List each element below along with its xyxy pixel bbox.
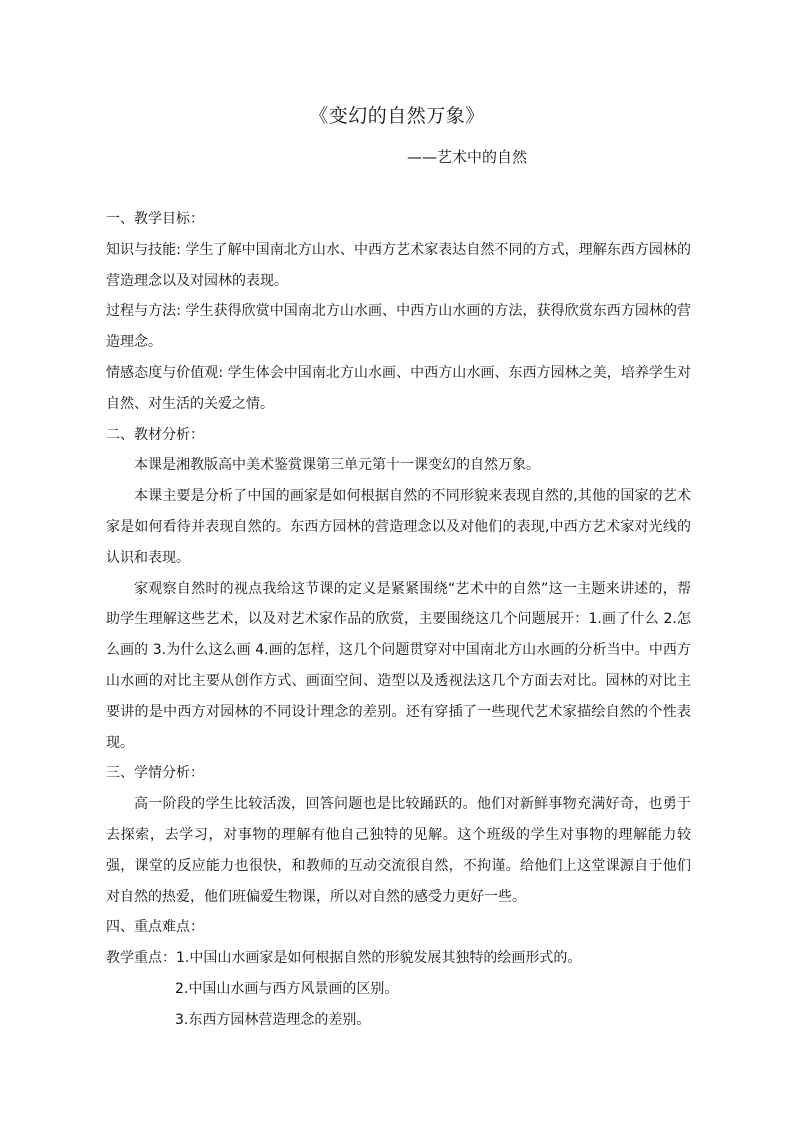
keypoint-1: 教学重点：1.中国山水画家是如何根据自然的形貌发展其独特的绘画形式的。: [106, 950, 582, 967]
material-paragraph-3: 家观察自然时的视点我给这节课的定义是紧紧围绕“艺术中的自然”这一主题来讲述的，帮助学生理解这些艺术，以及对艺术家作品的欣赏，主要围绕这几个问题展开：1.画了什么 2.怎么画的 3.为什么这么画 4.画的怎样，这几个问题贯穿对中国南北方山水画的分析当中。中西方山水画的对比主要从创作方式、画面空间、造型以及透视法这几个方面去对比。园林的对比主要讲的是中西方对园林的不同设计理念的差别。还有穿插了一些现代艺术家描绘自然的个性表现。: [106, 580, 691, 751]
section-heading-students: 三、学情分析：: [106, 765, 204, 782]
keypoint-2: 2.中国山水画与西方风景画的区别。: [175, 980, 399, 997]
material-paragraph-2: 本课主要是分析了中国的画家是如何根据自然的不同形貌来表现自然的,其他的国家的艺术家是如何看待并表现自然的。东西方园林的营造理念以及对他们的表现,中西方艺术家对光线的认识和表现。: [106, 488, 691, 566]
objective-emotion: 情感态度与价值观: 学生体会中国南北方山水画、中西方山水画、东西方园林之美，培养学生对自然、对生活的关爱之情。: [106, 364, 691, 412]
material-paragraph-1: 本课是湘教版高中美术鉴赏课第三单元第十一课变幻的自然万象。: [134, 457, 540, 474]
objective-knowledge: 知识与技能: 学生了解中国南北方山水、中西方艺术家表达自然不同的方式，理解东西方园林的营造理念以及对园林的表现。: [106, 241, 691, 289]
document-subtitle: ——艺术中的自然: [407, 148, 528, 166]
document-title: 《变幻的自然万象》: [309, 105, 485, 127]
document-body: [106, 204, 691, 1036]
section-heading-keypoints: 四、重点难点：: [106, 919, 204, 936]
keypoint-3: 3.东西方园林营造理念的差别。: [175, 1011, 371, 1028]
section-heading-material: 二、教材分析：: [106, 426, 204, 443]
objective-process: 过程与方法: 学生获得欣赏中国南北方山水画、中西方山水画的方法，获得欣赏东西方园林的营造理念。: [106, 303, 691, 351]
students-paragraph: 高一阶段的学生比较活泼，回答问题也是比较踊跃的。他们对新鲜事物充满好奇，也勇于去探索，去学习，对事物的理解有他自己独特的见解。这个班级的学生对事物的理解能力较强，课堂的反应能力也很快，和教师的互动交流很自然，不拘谨。给他们上这堂课源自于他们对自然的热爱，他们班偏爱生物课，所以对自然的感受力更好一些。: [106, 796, 691, 905]
section-heading-objectives: 一、教学目标：: [106, 211, 204, 227]
